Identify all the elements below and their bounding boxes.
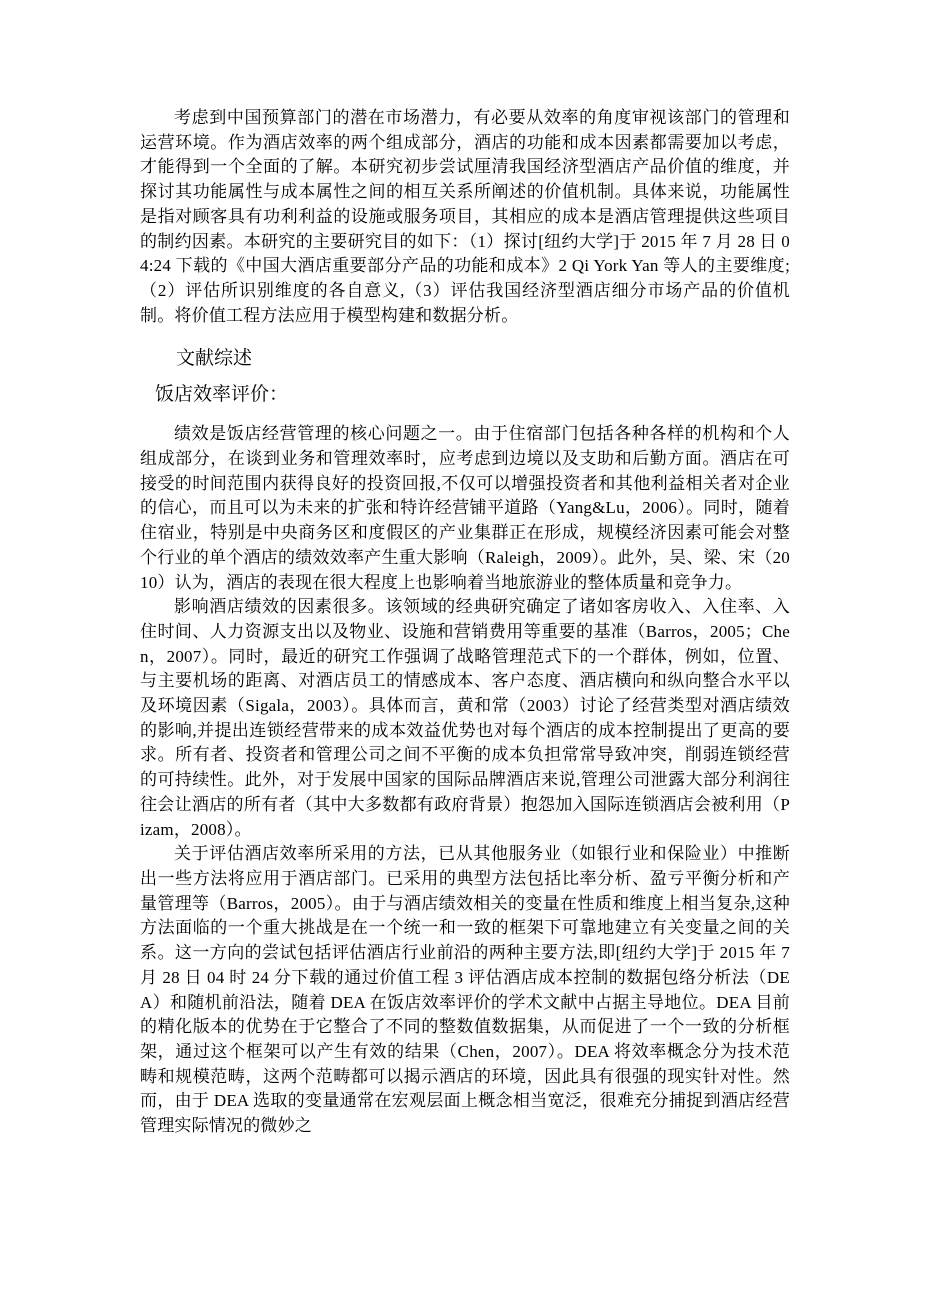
heading-hotel-efficiency-evaluation: 饭店效率评价：: [155, 384, 289, 406]
paragraph-evaluation-methods: 关于评估酒店效率所采用的方法，已从其他服务业（如银行业和保险业）中推断出一些方法将应用于酒店部门。已采用的典型方法包括比率分析、盈亏平衡分析和产量管理等（Barros，2005）。由于与酒店绩效相关的变量在性质和维度上相当复杂,这种方法面临的一个重大挑战是在一个统一和一致的框架下可靠地建立有关变量之间的关系。这一方向的尝试包括评估酒店行业前沿的两种主要方法,即[纽约大学]于 2015 年 7 月 28 日 04 时 24 分下载的通过价值工程 3 评估酒店成本控制的数据包络分析法（DEA）和随机前沿法，随着 DEA 在饭店效率评价的学术文献中占据主导地位。DEA 目前的精化版本的优势在于它整合了不同的整数值数据集，从而促进了一个一致的分析框架，通过这个框架可以产生有效的结果（Chen，2007）。DEA 将效率概念分为技术范畴和规模范畴，这两个范畴都可以揭示酒店的环境，因此具有很强的现实针对性。然而，由于 DEA 选取的变量通常在宏观层面上概念相当宽泛，很难充分捕捉到酒店经营管理实际情况的微妙之: [140, 844, 790, 1136]
paragraph-performance-factors: 影响酒店绩效的因素很多。该领域的经典研究确定了诸如客房收入、入住率、入住时间、人力资源支出以及物业、设施和营销费用等重要的基准（Barros，2005；Chen，2007）。同时，最近的研究工作强调了战略管理范式下的一个群体，例如，位置、与主要机场的距离、对酒店员工的情感成本、客户态度、酒店横向和纵向整合水平以及环境因素（Sigala，2003）。具体而言，黄和常（2003）讨论了经营类型对酒店绩效的影响,并提出连锁经营带来的成本效益优势也对每个酒店的成本控制提出了更高的要求。所有者、投资者和管理公司之间不平衡的成本负担常常导致冲突，削弱连锁经营的可持续性。此外，对于发展中国家的国际品牌酒店来说,管理公司泄露大部分利润往往会让酒店的所有者（其中大多数都有政府背景）抱怨加入国际连锁酒店会被利用（Pizam，2008）。: [140, 597, 790, 839]
paragraph-study-purpose: 考虑到中国预算部门的潜在市场潜力，有必要从效率的角度审视该部门的管理和运营环境。作为酒店效率的两个组成部分，酒店的功能和成本因素都需要加以考虑，才能得到一个全面的了解。本研究初步尝试厘清我国经济型酒店产品价值的维度，并探讨其功能属性与成本属性之间的相互关系所阐述的价值机制。具体来说，功能属性是指对顾客具有功利利益的设施或服务项目，其相应的成本是酒店管理提供这些项目的制约因素。本研究的主要研究目的如下：（1）探讨[纽约大学]于 2015 年 7 月 28 日 04:24 下载的《中国大酒店重要部分产品的功能和成本》2 Qi York Yan 等人的主要维度;（2）评估所识别维度的各自意义,（3）评估我国经济型酒店细分市场产品的价值机制。将价值工程方法应用于模型构建和数据分析。: [140, 108, 790, 325]
paragraph-performance-importance: 绩效是饭店经营管理的核心问题之一。由于住宿部门包括各种各样的机构和个人组成部分，在谈到业务和管理效率时，应考虑到边境以及支助和后勤方面。酒店在可接受的时间范围内获得良好的投资回报,不仅可以增强投资者和其他利益相关者对企业的信心，而且可以为未来的扩张和特许经营铺平道路（Yang&Lu，2006）。同时，随着住宿业，特别是中央商务区和度假区的产业集群正在形成，规模经济因素可能会对整个行业的单个酒店的绩效效率产生重大影响（Raleigh，2009）。此外，吴、梁、宋（2010）认为，酒店的表现在很大程度上也影响着当地旅游业的整体质量和竞争力。: [140, 424, 790, 592]
heading-literature-review: 文献综述: [176, 348, 253, 370]
